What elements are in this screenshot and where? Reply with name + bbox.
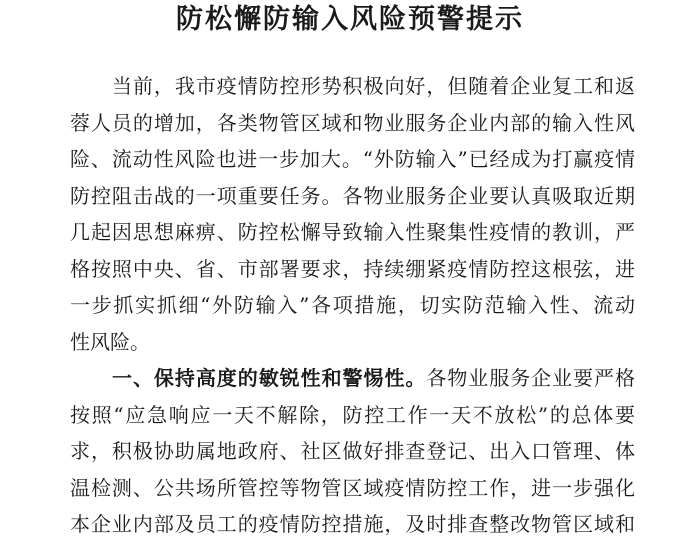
paragraph-line [70, 360, 635, 397]
paragraph-line: 温检测、公共场所管控等物管区域疫情防控工作，进一步强化 [70, 475, 635, 500]
paragraph-line: 蓉人员的增加，各类物管区域和物业服务企业内部的输入性风 [70, 110, 635, 135]
paragraph-line: 一步抓实抓细“外防输入”各项措施，切实防范输入性、流动 [70, 293, 635, 317]
paragraph-intro [70, 68, 635, 360]
paragraph-line: 格按照中央、省、市部署要求，持续绷紧疫情防控这根弦，进 [70, 256, 635, 281]
document-title: 防松懈防输入风险预警提示 [176, 4, 524, 35]
paragraph-line: 性风险。 [70, 329, 150, 354]
paragraph-section-one [70, 360, 635, 543]
paragraph-line: 当前，我市疫情防控形势积极向好，但随着企业复工和返 [112, 74, 635, 98]
paragraph-line: 险、流动性风险也进一步加大。“外防输入”已经成为打赢疫情 [70, 147, 635, 171]
paragraph-line: 按照“应急响应一天不解除，防控工作一天不放松”的总体要 [70, 402, 635, 427]
document-body [70, 68, 635, 543]
section-heading-continuation: 各物业服务企业要严格 [426, 366, 635, 390]
paragraph-line: 求，积极协助属地政府、社区做好排查登记、出入口管理、体 [70, 439, 635, 463]
paragraph-line: 几起因思想麻痹、防控松懈导致输入性聚集性疫情的教训，严 [70, 220, 635, 244]
paragraph-line: 防控阻击战的一项重要任务。各物业服务企业要认真吸取近期 [70, 183, 635, 208]
paragraph-line: 本企业内部及员工的疫情防控措施，及时排查整改物管区域和 [70, 512, 635, 536]
section-heading: 一、保持高度的敏锐性和警惕性。 [112, 366, 427, 390]
